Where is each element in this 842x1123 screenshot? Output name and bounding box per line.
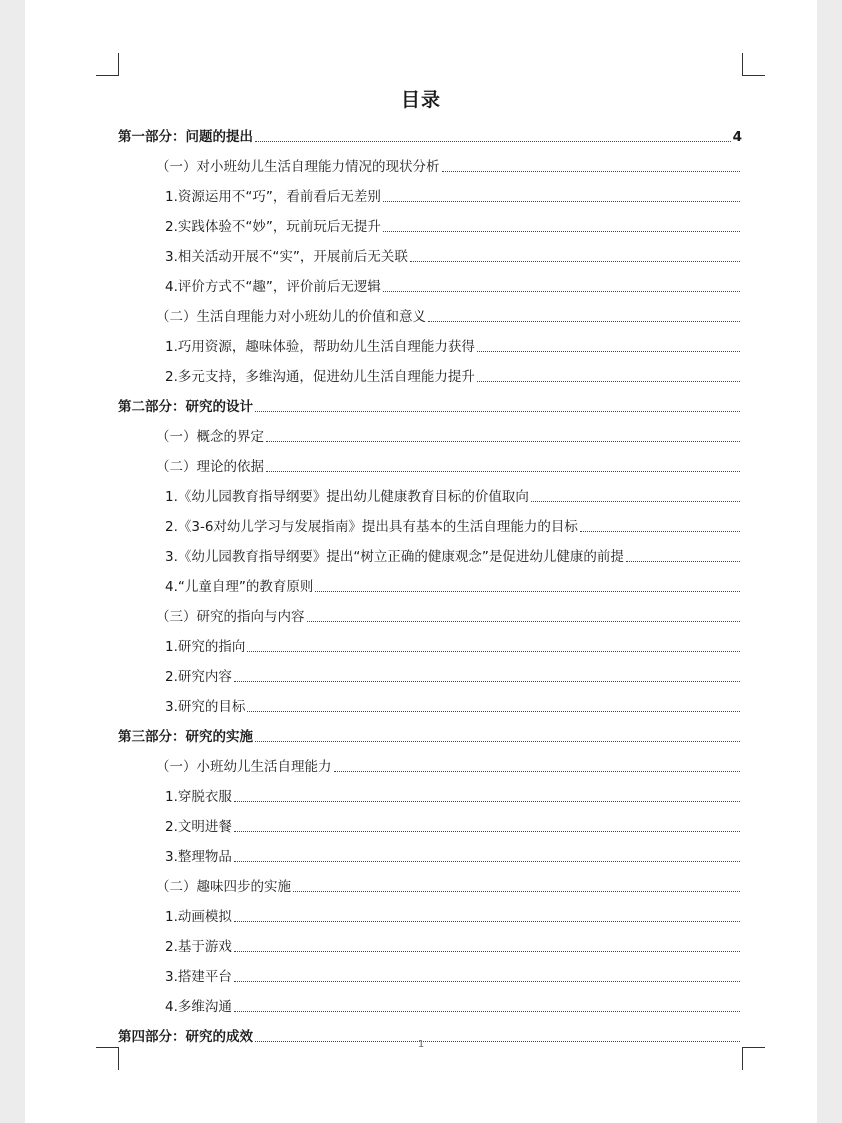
toc-entry-text: 2.多元支持，多维沟通，促进幼儿生活自理能力提升 — [165, 369, 475, 385]
toc-entry-text: （一）概念的界定 — [156, 429, 264, 445]
toc-leader-dots — [383, 231, 740, 232]
toc-entry[interactable] — [156, 300, 742, 326]
toc-entry[interactable] — [165, 270, 742, 296]
toc-entry-text: （二）生活自理能力对小班幼儿的价值和意义 — [156, 309, 426, 325]
toc-entry[interactable] — [165, 690, 742, 716]
toc-leader-dots — [255, 411, 740, 412]
toc-entry-text: 1.《幼儿园教育指导纲要》提出幼儿健康教育目标的价值取向 — [165, 489, 529, 505]
toc-entry-text: 1.资源运用不“巧”，看前看后无差别 — [165, 189, 381, 205]
toc-leader-dots — [234, 801, 740, 802]
toc-leader-dots — [234, 681, 740, 682]
toc-entry[interactable] — [165, 180, 742, 206]
toc-entry-text: 1.巧用资源，趣味体验，帮助幼儿生活自理能力获得 — [165, 339, 475, 355]
toc-leader-dots — [334, 771, 741, 772]
toc-entry[interactable] — [165, 330, 742, 356]
toc-entry-text: 第四部分：研究的成效 — [118, 1029, 253, 1045]
toc-entry-text: 4.“儿童自理”的教育原则 — [165, 579, 314, 595]
page-title: 目录 — [400, 89, 441, 111]
toc-entry-text: 3.《幼儿园教育指导纲要》提出“树立正确的健康观念”是促进幼儿健康的前提 — [165, 549, 624, 565]
toc-entry-text: 第二部分：研究的设计 — [118, 399, 253, 415]
crop-mark-top-right — [742, 53, 765, 76]
toc-entry[interactable] — [156, 870, 742, 896]
toc-entry[interactable] — [165, 540, 742, 566]
toc-entry[interactable] — [118, 120, 742, 146]
toc-leader-dots — [442, 171, 741, 172]
toc-entry[interactable] — [165, 480, 742, 506]
toc-entry-text: 3.相关活动开展不“实”，开展前后无关联 — [165, 249, 408, 265]
toc-leader-dots — [477, 351, 740, 352]
toc-leader-dots — [255, 141, 731, 142]
toc-entry[interactable] — [165, 240, 742, 266]
toc-entry-page: 4 — [732, 129, 742, 145]
toc-entry-text: 3.搭建平台 — [165, 969, 232, 985]
toc-entry-text: 第三部分：研究的实施 — [118, 729, 253, 745]
toc-leader-dots — [234, 861, 740, 862]
toc-leader-dots — [234, 981, 740, 982]
toc-entry-text: 第一部分：问题的提出 — [118, 129, 253, 145]
toc-entry[interactable] — [165, 780, 742, 806]
toc-entry-text: （二）趣味四步的实施 — [156, 879, 291, 895]
toc-entry-text: 4.多维沟通 — [165, 999, 232, 1015]
toc-entry[interactable] — [165, 900, 742, 926]
toc-entry-text: 3.整理物品 — [165, 849, 232, 865]
toc-entry-text: （三）研究的指向与内容 — [156, 609, 305, 625]
toc-entry[interactable] — [165, 960, 742, 986]
toc-leader-dots — [428, 321, 740, 322]
toc-leader-dots — [383, 201, 740, 202]
page-number: 1 — [417, 1039, 425, 1050]
toc-leader-dots — [234, 1011, 740, 1012]
toc-entry-text: （一）小班幼儿生活自理能力 — [156, 759, 332, 775]
toc-entry[interactable] — [165, 570, 742, 596]
toc-entry[interactable] — [156, 150, 742, 176]
toc-leader-dots — [234, 921, 740, 922]
toc-leader-dots — [293, 891, 740, 892]
toc-entry[interactable] — [165, 210, 742, 236]
toc-entry-text: 2.基于游戏 — [165, 939, 232, 955]
toc-entry[interactable] — [156, 600, 742, 626]
toc-entry-text: 1.动画模拟 — [165, 909, 232, 925]
toc-entry[interactable] — [118, 390, 742, 416]
toc-entry-text: （一）对小班幼儿生活自理能力情况的现状分析 — [156, 159, 440, 175]
toc-entry[interactable] — [165, 810, 742, 836]
toc-entry-text: 2.《3-6对幼儿学习与发展指南》提出具有基本的生活自理能力的目标 — [165, 519, 578, 535]
crop-mark-bottom-left — [96, 1047, 119, 1070]
toc-entry[interactable] — [118, 720, 742, 746]
toc-leader-dots — [255, 741, 740, 742]
toc-leader-dots — [383, 291, 740, 292]
toc-entry-text: 2.实践体验不“妙”，玩前玩后无提升 — [165, 219, 381, 235]
toc-entry[interactable] — [165, 840, 742, 866]
toc-entry-text: 2.研究内容 — [165, 669, 232, 685]
toc-entry[interactable] — [165, 660, 742, 686]
toc-leader-dots — [477, 381, 740, 382]
toc-leader-dots — [580, 531, 740, 532]
toc-entry[interactable] — [165, 360, 742, 386]
toc-leader-dots — [315, 591, 740, 592]
toc-leader-dots — [410, 261, 740, 262]
toc-entry[interactable] — [165, 930, 742, 956]
crop-mark-bottom-right — [742, 1047, 765, 1070]
toc-entry[interactable] — [156, 420, 742, 446]
toc-leader-dots — [234, 951, 740, 952]
crop-mark-top-left — [96, 53, 119, 76]
toc-leader-dots — [531, 501, 740, 502]
toc-entry-text: 1.穿脱衣服 — [165, 789, 232, 805]
toc-entry[interactable] — [156, 750, 742, 776]
toc-entry-text: （二）理论的依据 — [156, 459, 264, 475]
toc-entry[interactable] — [165, 510, 742, 536]
toc-leader-dots — [234, 831, 740, 832]
toc-leader-dots — [247, 711, 740, 712]
toc-entry[interactable] — [165, 990, 742, 1016]
toc-entry-text: 1.研究的指向 — [165, 639, 246, 655]
toc-entry-text: 2.文明进餐 — [165, 819, 232, 835]
toc-leader-dots — [307, 621, 741, 622]
toc-entry-text: 4.评价方式不“趣”，评价前后无逻辑 — [165, 279, 381, 295]
toc-leader-dots — [626, 561, 740, 562]
toc-leader-dots — [266, 441, 740, 442]
toc-leader-dots — [266, 471, 740, 472]
toc-entry[interactable] — [165, 630, 742, 656]
toc-leader-dots — [247, 651, 740, 652]
toc-entry-text: 3.研究的目标 — [165, 699, 246, 715]
toc-entry[interactable] — [156, 450, 742, 476]
